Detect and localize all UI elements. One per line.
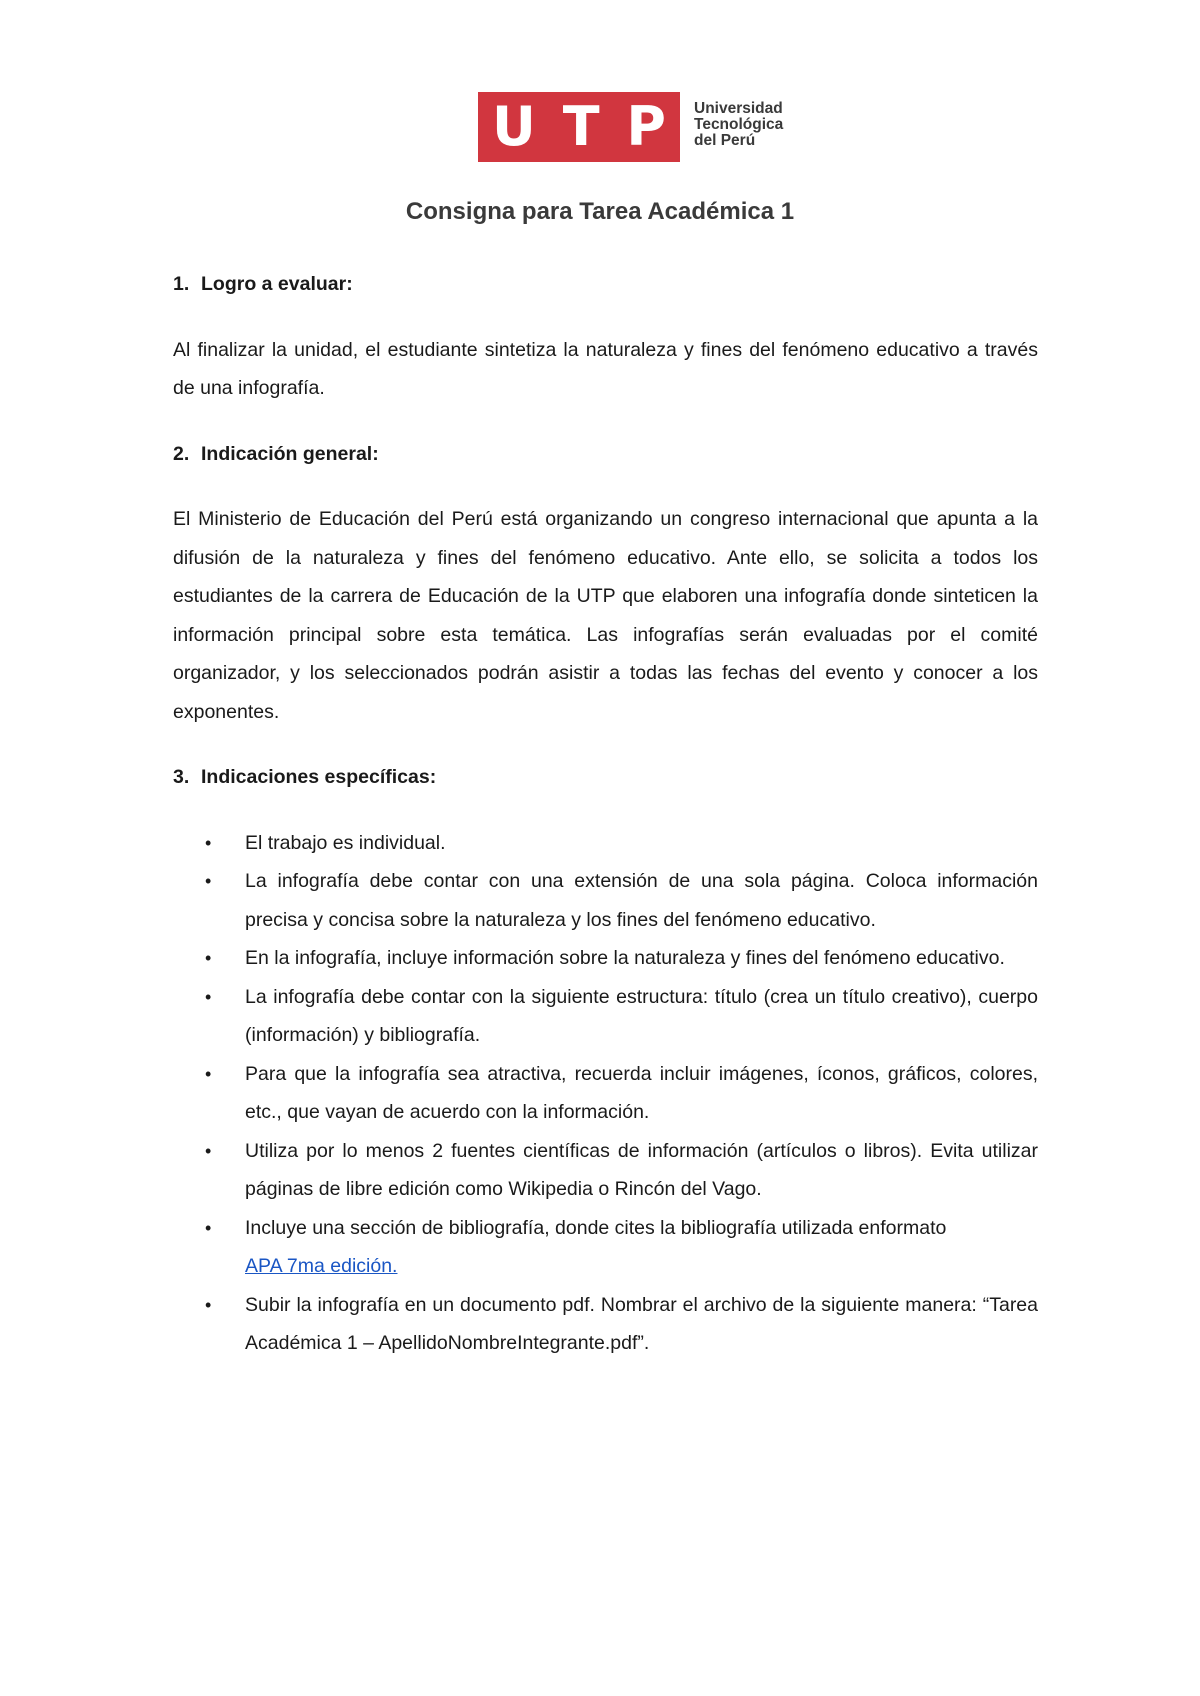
list-item xyxy=(173,1132,1038,1209)
section-heading-logro xyxy=(173,265,1038,304)
section-paragraph-logro: Al finalizar la unidad, el estudiante sintetiza la naturaleza y fines del fenómeno educativo a través de una infografía. xyxy=(173,338,1038,399)
document-title: Consigna para Tarea Académica 1 xyxy=(405,198,795,225)
section-heading-text: Indicación general: xyxy=(201,442,379,465)
section-number: 1. xyxy=(173,273,190,295)
list-item-text: Para que la infografía sea atractiva, recuerda incluir imágenes, íconos, gráficos, colores, etc., que vayan de acuerdo con la información. xyxy=(245,1062,1038,1123)
list-item xyxy=(173,1055,1038,1132)
list-item xyxy=(173,939,1038,978)
section-paragraph-indicacion-general: El Ministerio de Educación del Perú está organizando un congreso internacional que apunta a la difusión de la naturaleza y fines del fenómeno educativo. Ante ello, se solicita a todos los estudiantes de la carrera de Educación de la UTP que elaboren una infografía donde sinteticen la información principal sobre esta temática. Las infografías serán evaluadas por el comité organizador, y los seleccionados podrán asistir a todas las fechas del evento y conocer a los exponentes. xyxy=(173,508,1038,723)
bullet-icon: • xyxy=(205,948,212,968)
bullet-icon: • xyxy=(205,1063,212,1084)
bullet-icon: • xyxy=(205,871,212,891)
document-body xyxy=(173,265,1038,1363)
section-heading-indicaciones-especificas xyxy=(173,758,1038,797)
section-heading-indicacion-general xyxy=(173,435,1038,474)
list-item xyxy=(173,1209,1038,1286)
utp-logo xyxy=(478,92,783,162)
logo-text-line: del Perú xyxy=(694,132,756,149)
logo-text-line: Universidad xyxy=(694,100,783,117)
bullet-icon: • xyxy=(205,986,212,1007)
section-heading-text: Indicaciones específicas: xyxy=(201,766,437,788)
list-item xyxy=(173,862,1038,939)
list-item-text: El trabajo es individual. xyxy=(245,831,446,854)
list-item-text: La infografía debe contar con una extensión de una sola página. Coloca información precisa y concisa sobre la naturaleza y los fines del fenómeno educativo. xyxy=(245,870,1038,931)
logo-text-line: Tecnológica xyxy=(694,116,784,133)
section-number: 2. xyxy=(173,442,190,465)
list-item xyxy=(173,824,1038,863)
list-item-text: Incluye una sección de bibliografía, donde cites la bibliografía utilizada enformato xyxy=(245,1216,947,1239)
list-item xyxy=(173,978,1038,1055)
list-item-text: Utiliza por lo menos 2 fuentes científicas de información (artículos o libros). Evita utilizar páginas de libre edición como Wikipedia o Rincón del Vago. xyxy=(245,1139,1038,1200)
section-number: 3. xyxy=(173,766,190,788)
bullet-icon: • xyxy=(205,1217,212,1238)
bullet-icon: • xyxy=(205,1294,212,1315)
list-item xyxy=(173,1286,1038,1363)
utp-logo-mark xyxy=(478,92,680,162)
apa-link[interactable]: APA 7ma edición. xyxy=(245,1255,398,1277)
list-item-text: La infografía debe contar con la siguiente estructura: título (crea un título creativo), cuerpo (información) y bibliografía. xyxy=(245,985,1038,1046)
logo-letter-t: T xyxy=(562,95,600,158)
logo-wordmark xyxy=(694,101,783,149)
logo-letter-p: P xyxy=(626,95,666,158)
instructions-list xyxy=(173,824,1038,1363)
bullet-icon: • xyxy=(205,832,212,853)
list-item-text: En la infografía, incluye información sobre la naturaleza y fines del fenómeno educativo. xyxy=(245,947,1005,969)
bullet-icon: • xyxy=(205,1140,212,1161)
list-item-text: Subir la infografía en un documento pdf. Nombrar el archivo de la siguiente manera: “Tarea Académica 1 – ApellidoNombreIntegrante.pdf”. xyxy=(245,1293,1038,1354)
logo-letter-u: U xyxy=(492,95,536,158)
section-heading-text: Logro a evaluar: xyxy=(201,273,353,295)
